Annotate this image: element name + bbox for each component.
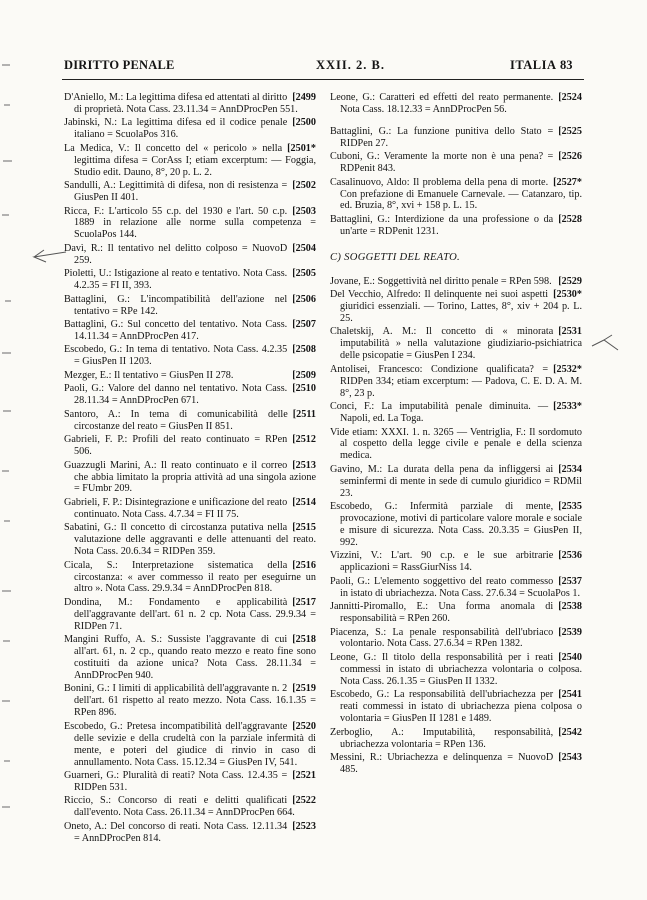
entry-text: Sandulli, A.: Legittimità di difesa, non di resistenza = GiusPen II 401. <box>64 180 288 204</box>
bibliography-entry <box>64 460 316 496</box>
entry-text: Chaletskij, A. M.: Il concetto di « minorata imputabilità » nella valutazione giudiziario-psichiatrica delle psicopatie = GiusPen I 234. <box>330 326 582 362</box>
entry-text: Bonini, G.: I limiti di applicabilità dell'aggravante n. 2 dell'art. 61 rispetto al reato mezzo. Nota Cass. 16.1.35 = RPen 896. <box>64 683 316 719</box>
entry-text: Cicala, S.: Interpretazione sistematica della circostanza: « aver commesso il reato per eseguirne un altro ». Nota Cass. 29.9.34 = AnnDProcPen 818. <box>64 559 316 595</box>
entry-text: Battaglini, G.: Interdizione da una professione o da un'arte = RDPenit 1231. <box>330 213 554 237</box>
header-rule <box>62 79 584 80</box>
entry-text: Gabrieli, F. P.: Profili del reato continuato = RPen 506. <box>64 434 288 458</box>
entry-number: [2502 <box>292 180 316 192</box>
bibliography-entry <box>330 401 582 425</box>
bibliography-entry <box>64 597 316 633</box>
entry-number: [2541 <box>558 689 582 701</box>
entry-number: [2526 <box>558 151 582 163</box>
entry-text: Jabinski, N.: La legittima difesa ed il codice penale italiano = ScuolaPos 316. <box>64 117 288 141</box>
entry-number: [2501* <box>287 142 316 154</box>
entry-text: Paoli, G.: L'elemento soggettivo del reato commesso in istato di ubriachezza. Nota Cass. 27.6.34 = ScuolaPos 1. <box>330 575 581 599</box>
bibliography-entry <box>64 770 316 794</box>
bibliography-entry <box>330 752 582 776</box>
bibliography-entry <box>330 177 582 213</box>
right-column-entries-top <box>330 92 582 238</box>
bibliography-entry <box>64 634 316 682</box>
entry-number: [2528 <box>558 213 582 225</box>
entry-number: [2517 <box>292 596 316 608</box>
entry-number: [2523 <box>292 820 316 832</box>
entry-number: [2534 <box>558 463 582 475</box>
page-number: 83 <box>560 58 573 72</box>
entry-text: Messini, R.: Ubriachezza e delinquenza = NuovoD 485. <box>330 752 554 775</box>
entry-text: Casalinuovo, Aldo: Il problema della pena di morte. Con prefazione di Emanuele Carnevale. — Catanzaro, tip. ed. Bruzia, 8°, xvi + 158 p. L. 15. <box>330 176 582 212</box>
entry-number: [2538 <box>558 601 582 613</box>
bibliography-entry <box>64 117 316 141</box>
header-volume: XXII. 2. B. <box>316 58 385 72</box>
entry-number: [2537 <box>558 575 582 587</box>
bibliography-entry <box>330 364 582 400</box>
entry-number: [2519 <box>292 683 316 695</box>
bibliography-entry <box>64 434 316 458</box>
bibliography-entry <box>64 180 316 204</box>
entry-text: Vide etiam: XXXI. 1. n. 3265 — Ventriglia, F.: Il sordomuto al cospetto della legge civile e penale e della scienza medica. <box>330 426 582 462</box>
entry-number: [2525 <box>558 125 582 137</box>
entry-text: Leone, G.: Caratteri ed effetti del reato permanente. Nota Cass. 18.12.33 = AnnDProcPen 56. <box>330 92 554 115</box>
entry-text: Escobedo, G.: Infermità parziale di mente, provocazione, motivi di particolare valore morale e sociale e misure di sicurezza. Nota Cass. 20.3.35 = GiusPen II, 992. <box>330 501 582 548</box>
entry-text: Escobedo, G.: In tema di tentativo. Nota Cass. 4.2.35 = GiusPen II 1203. <box>64 344 288 368</box>
entry-text: Gabrieli, F. P.: Disintegrazione e unificazione del reato continuato. Nota Cass. 4.7.34 = FI II 75. <box>64 496 288 520</box>
entry-number: [2531 <box>558 326 582 338</box>
entry-number: [2522 <box>292 795 316 807</box>
entry-number: [2511 <box>292 408 316 420</box>
bibliography-entry <box>330 464 582 500</box>
entry-text: Escobedo, G.: Pretesa incompatibilità dell'aggravante delle sevizie e della crudeltà con la parziale infermità di mente, e poteri del giudice di rinvio in caso di annullamento. Nota Cass. 15.12.34 = GiusPen IV, 541. <box>64 720 316 768</box>
bibliography-entry <box>64 344 316 368</box>
entry-number: [2516 <box>292 559 316 571</box>
entry-number: [2500 <box>292 117 316 129</box>
entry-text: La Medica, V.: Il concetto del « pericolo » nella legittima difesa = CorAss I; etiam excerptum: — Foggia, Studio edit. Dauno, 8°, 20 p. L. 2. <box>64 142 316 178</box>
entry-number: [2524 <box>558 92 582 103</box>
entry-text: Cuboni, G.: Veramente la morte non è una pena? = RDPenit 843. <box>330 151 554 175</box>
bibliography-entry <box>330 289 582 325</box>
entry-text: Riccio, S.: Concorso di reati e delitti qualificati dall'evento. Nota Cass. 26.11.34 = AnnDProcPen 664. <box>64 795 295 819</box>
entry-number: [2527* <box>553 176 582 188</box>
entry-number: [2530* <box>553 289 582 301</box>
bibliography-entry <box>330 727 582 751</box>
entry-number: [2499 <box>292 92 316 103</box>
bibliography-entry <box>64 206 316 242</box>
bibliography-entry <box>64 795 316 819</box>
entry-text: Piacenza, S.: La penale responsabilità dell'ubriaco volontario. Nota Cass. 27.6.34 = RPen 1382. <box>330 626 554 650</box>
entry-number: [2542 <box>558 726 582 738</box>
entry-text: Battaglini, G.: La funzione punitiva dello Stato = RIDPen 27. <box>330 125 554 149</box>
bibliography-entry <box>330 92 582 116</box>
entry-number: [2507 <box>292 319 316 331</box>
entry-text: Oneto, A.: Del concorso di reati. Nota Cass. 12.11.34 = AnnDProcPen 814. <box>64 820 288 844</box>
entry-number: [2540 <box>558 651 582 663</box>
entry-text: Guazzugli Marini, A.: Il reato continuato e il correo che abbia limitato la propria attività ad una singola azione = FUmbr 209. <box>64 459 316 495</box>
entry-text: Zerboglio, A.: Imputabilità, responsabilità, ubriachezza volontaria = RPen 136. <box>330 726 554 750</box>
entry-text: Leone, G.: Il titolo della responsabilità per i reati commessi in istato di ubriachezza volontaria o colposa. Nota Cass. 26.1.35 = GiusPen II 1332. <box>330 651 582 687</box>
bibliography-entry <box>64 92 316 116</box>
entry-number: [2509 <box>292 369 316 381</box>
bibliography-entry <box>64 497 316 521</box>
entry-number: [2536 <box>558 550 582 562</box>
bibliography-entry <box>64 409 316 433</box>
bibliography-entry <box>64 319 316 343</box>
bibliography-entry <box>64 560 316 596</box>
pencil-arrow-mark <box>28 248 68 264</box>
right-column <box>330 92 582 777</box>
entry-number: [2543 <box>558 752 582 763</box>
entry-number: [2508 <box>292 344 316 356</box>
entry-text: Battaglini, G.: L'incompatibilità dell'azione nel tentativo = RPe 142. <box>64 293 288 317</box>
entry-number: [2521 <box>292 770 316 781</box>
bibliography-entry <box>64 370 316 382</box>
entry-text: Mangini Ruffo, A. S.: Sussiste l'aggravante di cui all'art. 61, n. 2 cp., quando reato mezzo e reato fine sono costituiti da azione unica? Nota Cass. 28.11.34 = AnnDProcPen 940. <box>64 634 316 681</box>
header-country: ITALIA <box>510 58 557 72</box>
bibliography-entry <box>64 821 316 845</box>
bibliography-entry <box>330 276 582 288</box>
entry-text: Guarneri, G.: Pluralità di reati? Nota Cass. 12.4.35 = RIDPen 531. <box>64 770 288 793</box>
entry-number: [2510 <box>292 383 316 395</box>
entry-number: [2505 <box>292 268 316 280</box>
entry-text: Ricca, F.: L'articolo 55 c.p. del 1930 e l'art. 50 c.p. 1889 in relazione alle norme sulla competenza = ScuolaPos 144. <box>64 205 316 241</box>
bibliography-entry <box>330 501 582 549</box>
page-header <box>64 58 584 78</box>
entry-text: Del Vecchio, Alfredo: Il delinquente nei suoi aspetti giuridici essenziali. — Torino, Lattes, 8°, xiv + 204 p. L. 25. <box>330 289 582 324</box>
entry-number: [2533* <box>553 401 582 413</box>
entry-number: [2514 <box>292 496 316 508</box>
bibliography-entry <box>330 601 582 625</box>
margin-bleed-marks <box>0 0 22 900</box>
right-column-entries-bottom <box>330 276 582 776</box>
entry-number: [2520 <box>292 720 316 732</box>
header-section-title: DIRITTO PENALE <box>64 58 175 72</box>
entry-text: Dondina, M.: Fondamento e applicabilità dell'aggravante dell'art. 61 n. 2 cp. Nota Cass. 29.9.34 = RIDPen 71. <box>64 596 316 632</box>
entry-text: Jannitti-Piromallo, E.: Una forma anomala di responsabilità = RPen 260. <box>330 601 554 625</box>
bibliography-entry <box>64 243 316 267</box>
bibliography-entry <box>330 214 582 238</box>
bibliography-entry <box>64 383 316 407</box>
bibliography-entry <box>64 268 316 292</box>
entry-number: [2513 <box>292 459 316 471</box>
entry-number: [2535 <box>558 501 582 513</box>
bibliography-entry <box>330 126 582 150</box>
bibliography-entry <box>330 652 582 688</box>
entry-number: [2512 <box>292 434 316 446</box>
entry-number: [2539 <box>558 626 582 638</box>
entry-text: Davì, R.: Il tentativo nel delitto colposo = NuovoD 259. <box>64 242 288 266</box>
entry-text: Gavino, M.: La durata della pena da infliggersi ai seminfermi di mente in sede di cumulo giuridico = RDMil 23. <box>330 463 582 499</box>
bibliography-entry <box>330 151 582 175</box>
entry-text: Escobedo, G.: La responsabilità dell'ubriachezza per reati commessi in istato di ubriachezza piena colposa o volontaria = GiusPen II 1281 e 1489. <box>330 689 582 725</box>
entry-number: [2518 <box>292 634 316 646</box>
entry-number: [2529 <box>558 275 582 287</box>
bibliography-entry <box>64 294 316 318</box>
entry-text: Conci, F.: La imputabilità penale diminuita. — Napoli, ed. La Toga. <box>330 401 549 424</box>
entry-text: D'Aniello, M.: La legittima difesa ed attentati al diritto di proprietà. Nota Cass. 23.11.34 = AnnDProcPen 551. <box>64 92 298 115</box>
bibliography-entry <box>64 721 316 769</box>
bibliography-entry <box>330 427 582 463</box>
section-heading: C) SOGGETTI DEL REATO. <box>330 251 461 263</box>
entry-number: [2515 <box>292 522 316 534</box>
bibliography-entry <box>330 550 582 574</box>
bibliography-entry <box>330 576 582 600</box>
bibliography-entry <box>330 689 582 725</box>
bibliography-entry <box>64 683 316 719</box>
entry-number: [2506 <box>292 293 316 305</box>
entry-number: [2532* <box>553 363 582 375</box>
entry-number: [2503 <box>292 205 316 217</box>
entry-text: Santoro, A.: In tema di comunicabilità delle circostanze del reato = GiusPen II 851. <box>64 408 288 432</box>
entry-text: Battaglini, G.: Sul concetto del tentativo. Nota Cass. 14.11.34 = AnnDProcPen 417. <box>64 319 288 342</box>
entry-text: Vizzini, V.: L'art. 90 c.p. e le sue arbitrarie applicazioni = RassGiurNiss 14. <box>330 550 554 574</box>
entry-text: Mezger, E.: Il tentativo = GiusPen II 278. <box>64 369 234 381</box>
entry-text: Jovane, E.: Soggettività nel diritto penale = RPen 598. <box>330 275 552 287</box>
pencil-tick-mark <box>590 334 620 354</box>
entry-number: [2504 <box>292 242 316 254</box>
bibliography-entry <box>64 143 316 179</box>
bibliography-entry <box>330 627 582 651</box>
bibliography-entry <box>64 522 316 558</box>
bibliography-entry <box>330 326 582 362</box>
entry-text: Antolisei, Francesco: Condizione qualificata? = RIDPen 334; etiam excerptum: — Padova, C. E. D. A. M. 8°, 23 p. <box>330 363 582 399</box>
entry-text: Paoli, G.: Valore del danno nel tentativo. Nota Cass. 28.11.34 = AnnDProcPen 671. <box>64 383 288 407</box>
entry-text: Sabatini, G.: Il concetto di circostanza putativa nella valutazione delle aggravanti e delle attenuanti del reato. Nota Cass. 20.6.34 = RIDPen 359. <box>64 522 316 558</box>
left-column <box>64 92 316 846</box>
entry-text: Pioletti, U.: Istigazione al reato e tentativo. Nota Cass. 4.2.35 = FI II, 393. <box>64 268 288 292</box>
